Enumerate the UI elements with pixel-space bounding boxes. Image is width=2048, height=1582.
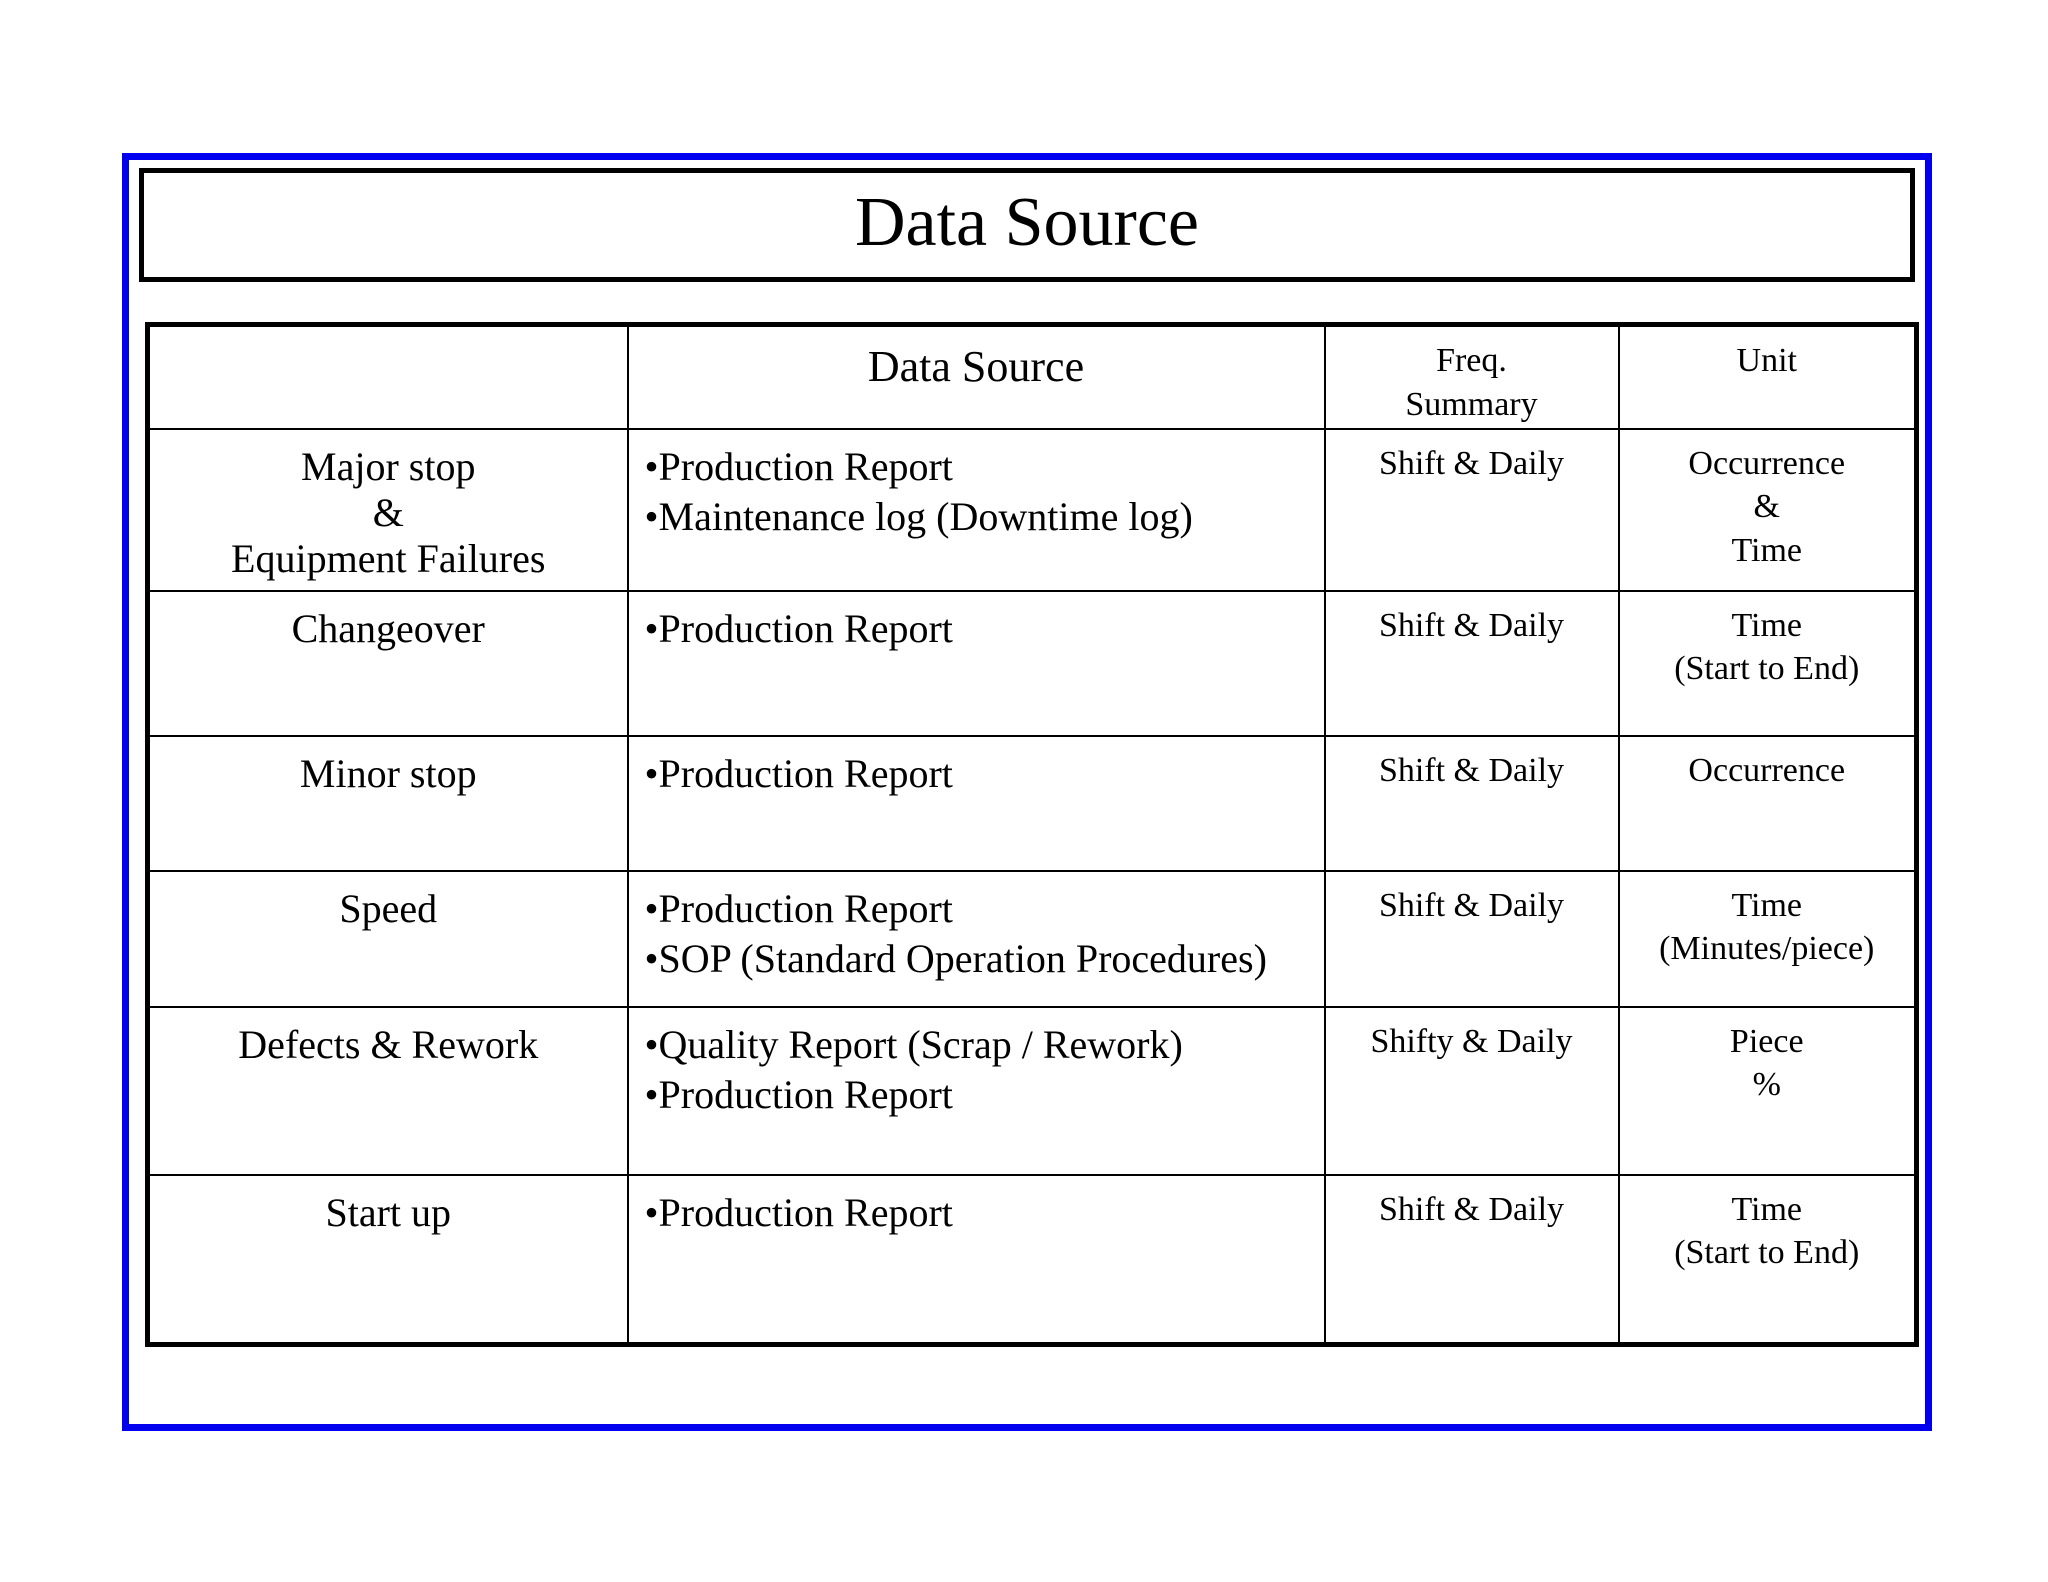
freq-cell: Shift & Daily	[1325, 1175, 1619, 1345]
unit-cell	[1619, 591, 1917, 736]
header-unit: Unit	[1619, 325, 1917, 429]
unit-line: Occurrence	[1688, 444, 1846, 482]
source-item: •Production Report	[644, 605, 953, 651]
source-cell	[628, 736, 1325, 871]
category-cell	[148, 1175, 628, 1345]
source-item: •Production Report	[644, 1189, 953, 1235]
category-line: Major stop	[301, 443, 476, 489]
unit-line: Time	[1731, 886, 1803, 924]
source-item: •Maintenance log (Downtime log)	[644, 493, 1193, 539]
data-source-table	[145, 322, 1919, 1347]
unit-cell	[1619, 736, 1917, 871]
unit-line: Time	[1731, 1190, 1803, 1228]
freq-cell: Shift & Daily	[1325, 429, 1619, 591]
page-title: Data Source	[854, 184, 1200, 261]
table-row	[148, 591, 1917, 736]
unit-line: Occurrence	[1688, 751, 1846, 789]
unit-line: Time	[1731, 606, 1803, 644]
unit-cell	[1619, 429, 1917, 591]
source-item: •Production Report	[644, 750, 953, 796]
category-cell	[148, 871, 628, 1007]
category-cell	[148, 591, 628, 736]
table-row	[148, 429, 1917, 591]
table-row	[148, 1007, 1917, 1175]
unit-line: Time	[1731, 531, 1803, 569]
category-line: Changeover	[291, 605, 485, 651]
category-line: Defects & Rework	[238, 1021, 539, 1067]
header-row	[148, 325, 1917, 429]
freq-cell: Shift & Daily	[1325, 591, 1619, 736]
freq-cell: Shifty & Daily	[1325, 1007, 1619, 1175]
source-cell	[628, 591, 1325, 736]
source-item: •Quality Report (Scrap / Rework)	[644, 1021, 1183, 1067]
source-item: •Production Report	[644, 443, 953, 489]
unit-cell	[1619, 871, 1917, 1007]
category-line: &	[372, 489, 404, 535]
header-data-source: Data Source	[628, 325, 1325, 429]
source-cell	[628, 429, 1325, 591]
unit-line: %	[1752, 1066, 1781, 1104]
category-line: Equipment Failures	[231, 536, 546, 582]
header-freq-line: Freq.	[1436, 342, 1507, 379]
source-item: •SOP (Standard Operation Procedures)	[644, 935, 1267, 981]
header-category	[148, 325, 628, 429]
category-line: Speed	[339, 885, 438, 931]
category-line: Minor stop	[299, 750, 477, 796]
source-cell	[628, 1175, 1325, 1345]
unit-line: &	[1753, 488, 1780, 526]
table-row	[148, 736, 1917, 871]
title-box	[139, 168, 1915, 282]
freq-cell: Shift & Daily	[1325, 871, 1619, 1007]
source-item: •Production Report	[644, 1071, 953, 1117]
freq-cell: Shift & Daily	[1325, 736, 1619, 871]
unit-line: (Start to End)	[1674, 1234, 1860, 1272]
table-row	[148, 871, 1917, 1007]
unit-line: Piece	[1729, 1022, 1804, 1060]
unit-line: (Minutes/piece)	[1659, 930, 1875, 968]
unit-cell	[1619, 1007, 1917, 1175]
source-cell	[628, 1007, 1325, 1175]
category-cell	[148, 429, 628, 591]
category-cell	[148, 1007, 628, 1175]
source-cell	[628, 871, 1325, 1007]
category-cell	[148, 736, 628, 871]
table-row	[148, 1175, 1917, 1345]
header-freq-summary	[1325, 325, 1619, 429]
category-line: Start up	[325, 1189, 452, 1235]
unit-line: (Start to End)	[1674, 650, 1860, 688]
unit-cell	[1619, 1175, 1917, 1345]
source-item: •Production Report	[644, 885, 953, 931]
header-summary-line: Summary	[1405, 385, 1538, 423]
